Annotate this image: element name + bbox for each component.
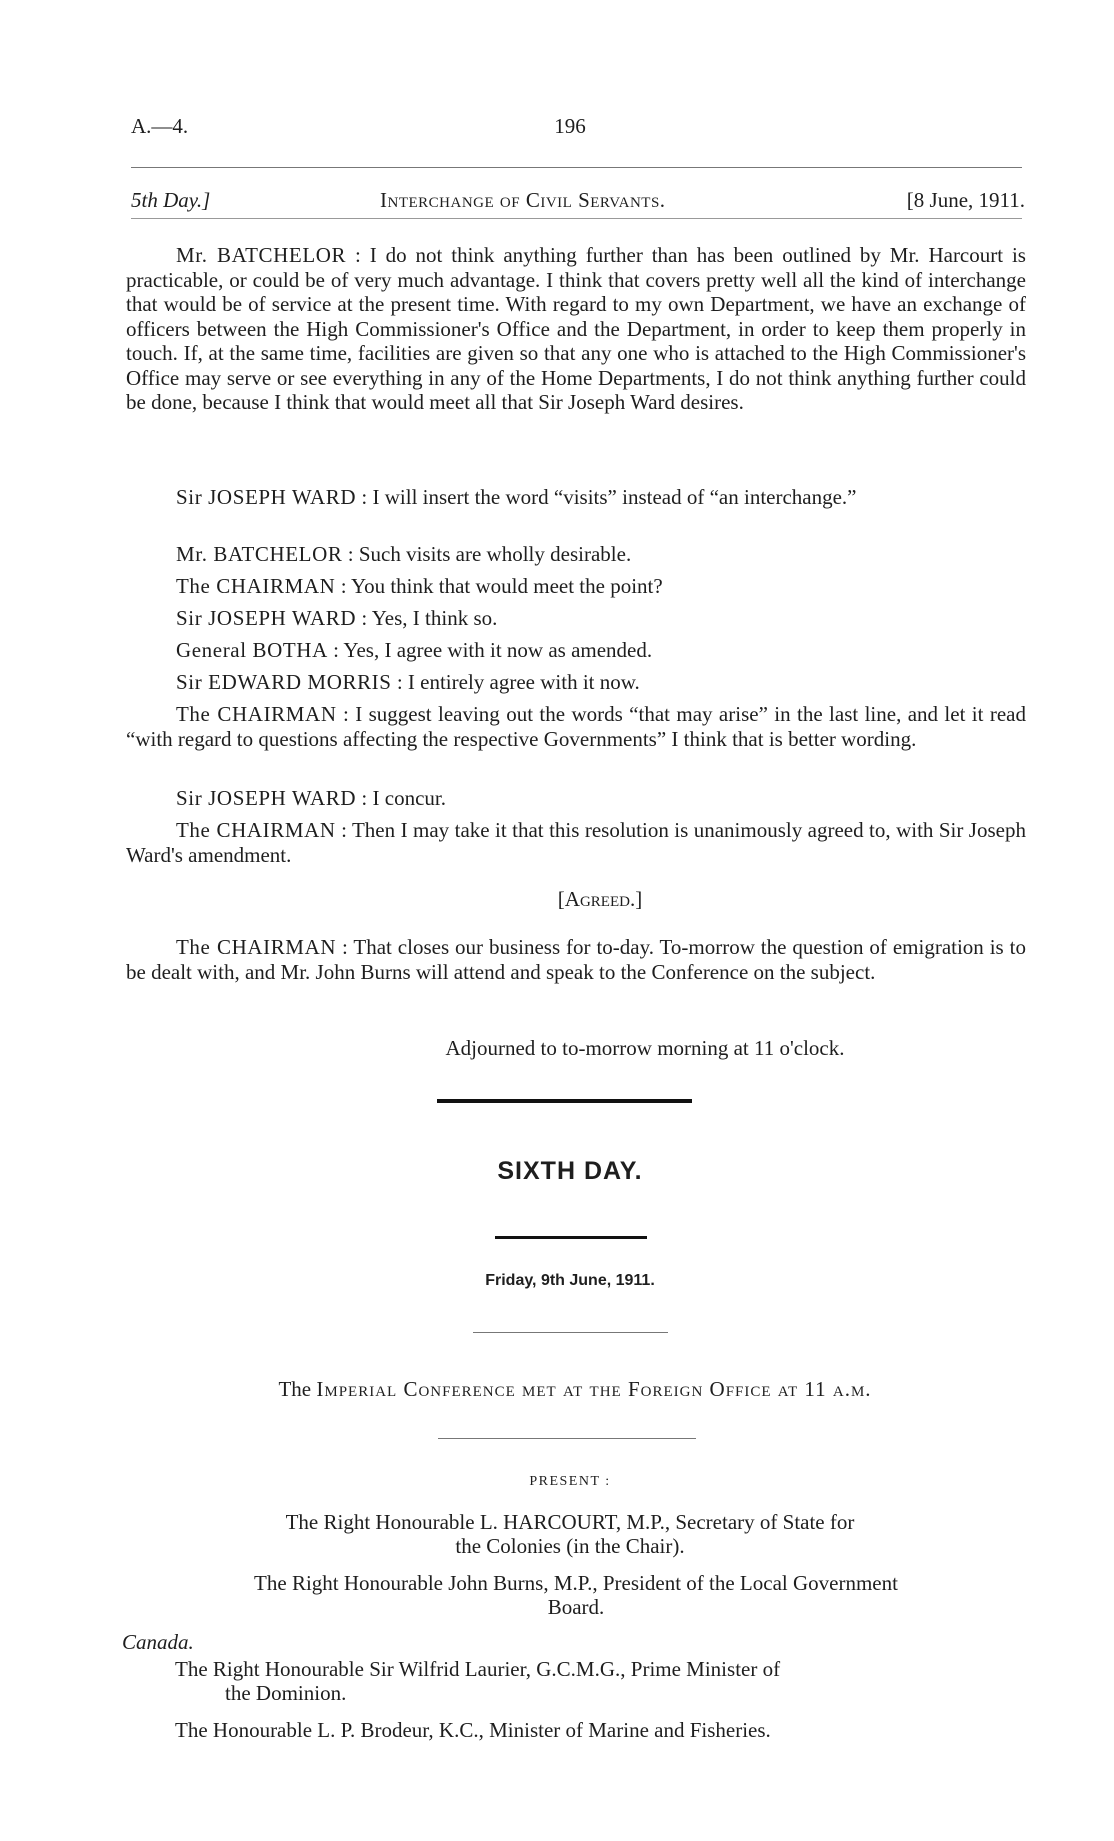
paragraph-batchelor-visits: Mr. BATCHELOR : Such visits are wholly desirable. [176,542,632,566]
speech-text: I entirely agree with it now. [407,670,640,694]
speaker-name: General BOTHA [176,638,328,662]
page-number: 196 [554,114,586,138]
paragraph-ward-visits: Sir JOSEPH WARD : I will insert the word “visits” instead of “an interchange.” [176,485,857,509]
speaker-name: The CHAIRMAN [176,818,336,842]
attendee-line: The Right Honourable L. HARCOURT, M.P., Secretary of State for [285,1510,855,1534]
speaker-name: Sir EDWARD MORRIS [176,670,392,694]
speech-text: Such visits are wholly desirable. [358,542,632,566]
speaker-name: Mr. BATCHELOR [176,542,343,566]
section-divider [437,1099,692,1103]
speaker-name: Sir JOSEPH WARD [176,485,357,509]
attendee-harcourt [150,1510,990,1558]
speech-text: I will insert the word “visits” instead of “an interchange.” [372,485,857,509]
paragraph-ward-concur: Sir JOSEPH WARD : I concur. [176,786,446,810]
paragraph-batchelor: Mr. BATCHELOR : I do not think anything further than has been outlined by Mr. Harcourt is practicable, or could be of very much advantage. I think that covers pretty well all the kind of interchange that would be of service at the present time. With regard to my own Department, we have an exchange of officers between the High Commissioner's Office and the Department, in order to keep them properly in touch. If, at the same time, facilities are given so that any one who is attached to the High Commissioner's Office may serve or see everything in any of the Home Departments, I do not think anything further could be done, because I think that would meet all that Sir Joseph Ward desires. [126,243,1026,414]
meeting-rule [438,1438,696,1439]
speech-text: I suggest leaving out the words “that may arise” in the last line, and let it read “with regard to questions affecting the respective Governments” I think that is better wording. [126,702,1027,751]
attendee-burns [126,1571,1026,1619]
speech-text: I do not think anything further than has been outlined by Mr. Harcourt is practicable, or could be of very much advantage. I think that covers pretty well all the kind of interchange that would be of service at the present time. With regard to my own Department, we have an exchange of officers between the High Commissioner's Office and the Department, in order to keep them properly in touch. If, at the same time, facilities are given so that any one who is attached to the High Commissioner's Office may serve or see everything in any of the Home Departments, I do not think anything further could be done, because I think that would meet all that Sir Joseph Ward desires. [126,243,1026,414]
speaker-name: The CHAIRMAN [176,702,337,726]
running-head-title: Interchange of Civil Servants. [380,188,666,212]
speech-text: I concur. [372,786,446,810]
section-title: SIXTH DAY. [497,1157,643,1185]
speech-text: You think that would meet the point? [351,574,663,598]
meeting-date: Friday, 9th June, 1911. [485,1272,655,1289]
meeting-text: Imperial Conference met at the Foreign Office at 11 a.m. [316,1377,872,1401]
present-label: PRESENT : [529,1474,611,1489]
header-rule [131,167,1022,168]
paragraph-ward-yes: Sir JOSEPH WARD : Yes, I think so. [176,606,498,630]
attendee-brodeur [175,1718,1025,1742]
paragraph-chairman-point: The CHAIRMAN : You think that would meet the point? [176,574,663,598]
attendee-line: Board. [547,1595,605,1619]
speech-text: Yes, I think so. [371,606,498,630]
attendee-line: the Dominion. [225,1681,347,1705]
running-head-rule [131,218,1022,219]
attendee-line: the Colonies (in the Chair). [455,1534,685,1558]
running-head-date: [8 June, 1911. [906,188,1025,212]
speaker-name: Sir JOSEPH WARD [176,606,357,630]
section-canada: Canada. [122,1630,194,1654]
paragraph-botha: General BOTHA : Yes, I agree with it now as amended. [176,638,653,662]
speech-text: Then I may take it that this resolution is unanimously agreed to, with Sir Joseph Ward's amendment. [126,818,1026,867]
attendee-line: The Right Honourable John Burns, M.P., President of the Local Government [254,1571,898,1595]
attendee-line: The Honourable L. P. Brodeur, K.C., Minister of Marine and Fisheries. [175,1718,771,1742]
title-underline [495,1236,647,1239]
paragraph-morris: Sir EDWARD MORRIS : I entirely agree with it now. [176,670,640,694]
adjourned-note: Adjourned to to-morrow morning at 11 o'clock. [445,1036,845,1060]
agreed-note: [Agreed.] [557,887,643,911]
date-rule [473,1332,668,1333]
speaker-name: Sir JOSEPH WARD [176,786,357,810]
meeting-statement [160,1377,990,1402]
speaker-name: The CHAIRMAN [176,574,336,598]
meeting-prefix: The [278,1377,312,1401]
paragraph-chairman-wording: The CHAIRMAN : I suggest leaving out the words “that may arise” in the last line, and let it read “with regard to questions affecting the respective Governments” I think that is better wording. [126,702,1027,751]
paragraph-chairman-resolution: The CHAIRMAN : Then I may take it that this resolution is unanimously agreed to, with Sir Joseph Ward's amendment. [126,818,1026,867]
attendee-line: The Right Honourable Sir Wilfrid Laurier, G.C.M.G., Prime Minister of [175,1657,781,1681]
paragraph-chairman-closing: The CHAIRMAN : That closes our business for to-day. To-morrow the question of emigration is to be dealt with, and Mr. John Burns will attend and speak to the Conference on the subject. [126,935,1026,984]
speech-text: Yes, I agree with it now as amended. [343,638,653,662]
running-head-day: 5th Day.] [131,188,211,212]
speaker-name: The CHAIRMAN [176,935,337,959]
attendee-laurier [175,1657,1025,1705]
speech-text: That closes our business for to-day. To-morrow the question of emigration is to be dealt with, and Mr. John Burns will attend and speak to the Conference on the subject. [126,935,1026,984]
document-reference: A.—4. [131,114,189,138]
speaker-name: Mr. BATCHELOR [176,243,347,267]
